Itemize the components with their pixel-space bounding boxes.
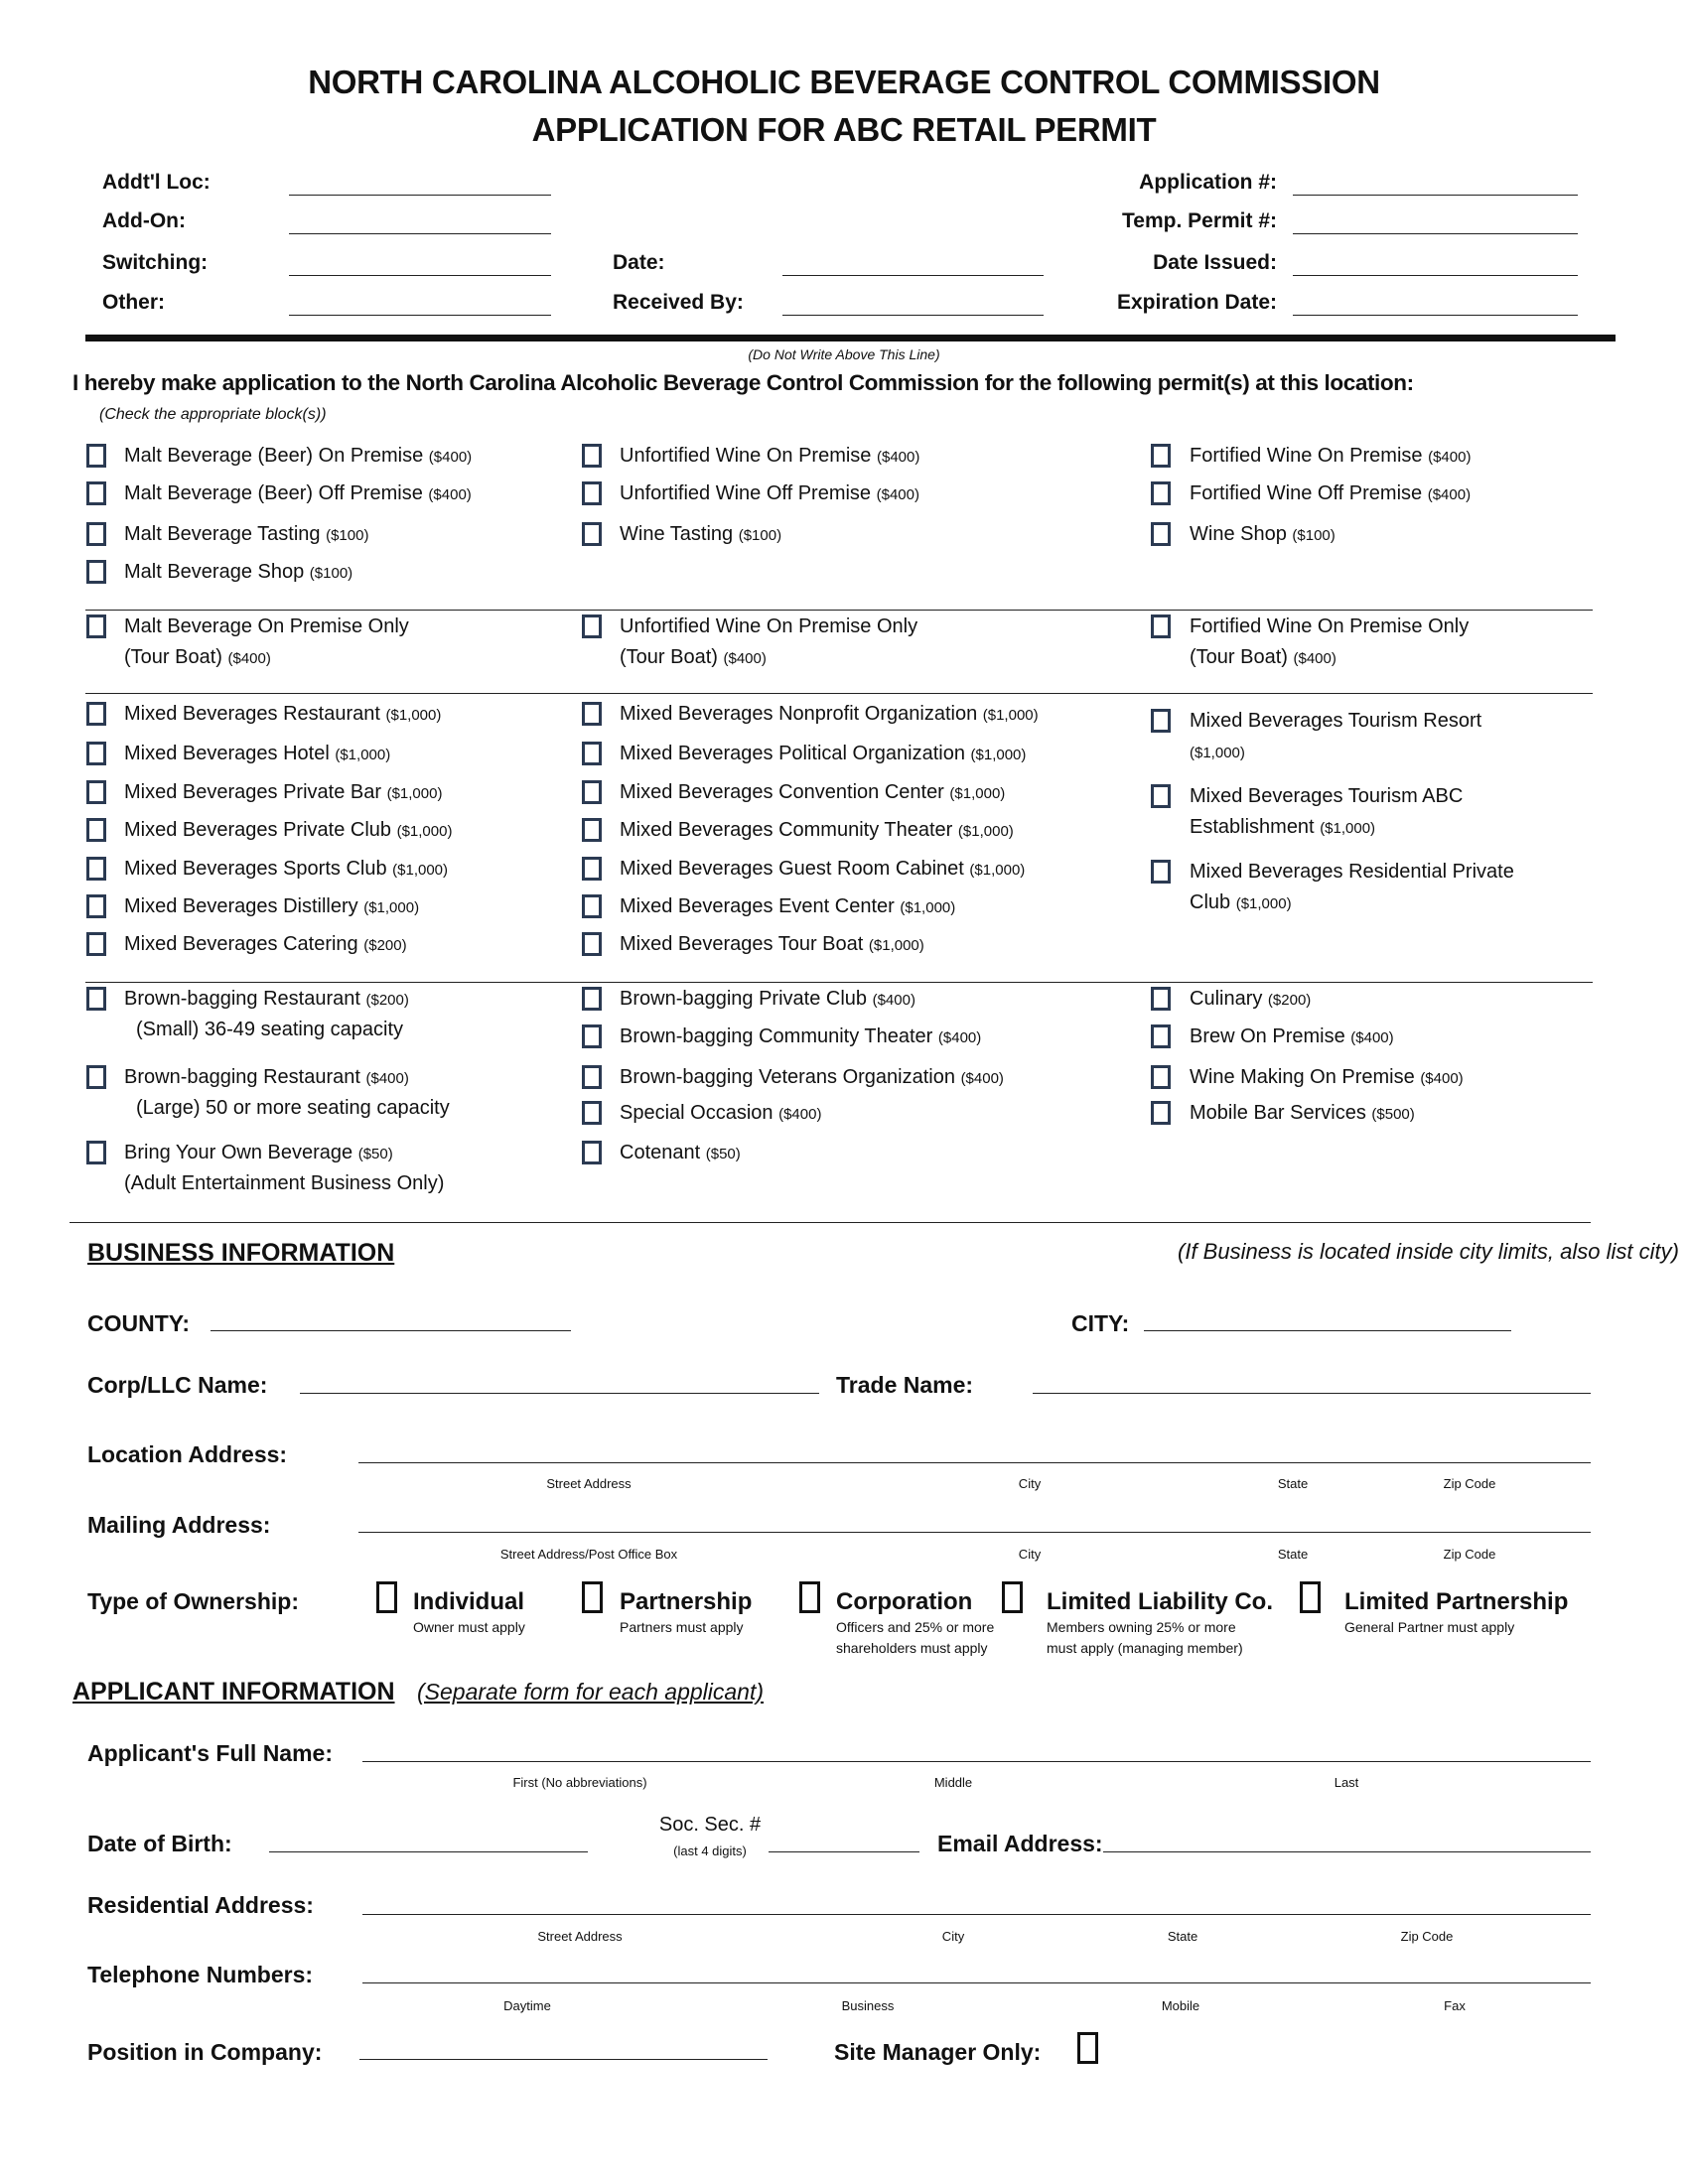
mailing-field[interactable] — [358, 1532, 1591, 1533]
email-field[interactable] — [1103, 1851, 1591, 1852]
name-sublabel: Last — [1334, 1775, 1359, 1790]
county-label: COUNTY: — [87, 1310, 191, 1336]
permit-checkbox[interactable] — [1151, 1065, 1171, 1089]
permit-fee: ($500) — [1371, 1106, 1415, 1123]
permit-fee: ($100) — [326, 527, 369, 544]
ssn-field[interactable] — [769, 1851, 919, 1852]
permit-name: Mixed Beverages Convention Center — [620, 781, 944, 803]
permit-name: Bring Your Own Beverage — [124, 1142, 353, 1163]
permit-checkbox[interactable] — [86, 1141, 106, 1164]
permit-fee: ($200) — [363, 937, 407, 954]
name-sublabel: Middle — [933, 1775, 973, 1790]
permit-label-line2 — [1190, 740, 1245, 765]
permit-checkbox[interactable] — [86, 818, 106, 842]
ownership-note: General Partner must apply — [1344, 1619, 1515, 1635]
ownership-note: Officers and 25% or more — [836, 1619, 995, 1635]
permit-name: Mixed Beverages Private Bar — [124, 781, 382, 803]
permit-name: Mobile Bar Services — [1190, 1102, 1366, 1124]
ownership-option-label: Limited Liability Co. — [1047, 1588, 1274, 1615]
permit-checkbox[interactable] — [1151, 1024, 1171, 1048]
permit-label — [124, 444, 472, 470]
ownership-note: Members owning 25% or more — [1047, 1619, 1236, 1635]
permit-checkbox[interactable] — [582, 780, 602, 804]
permit-qualifier: (Large) 50 or more seating capacity — [136, 1097, 450, 1119]
permit-label — [124, 702, 441, 728]
permit-name: Mixed Beverages Nonprofit Organization — [620, 703, 978, 725]
permit-checkbox[interactable] — [1151, 709, 1171, 733]
permit-checkbox[interactable] — [582, 1101, 602, 1125]
permit-name: Brown-bagging Restaurant — [124, 1066, 360, 1088]
permit-checkbox[interactable] — [86, 894, 106, 918]
permit-checkbox[interactable] — [582, 894, 602, 918]
permit-checkbox[interactable] — [582, 702, 602, 726]
location-sublabel: City — [1018, 1476, 1042, 1491]
permit-label-line2 — [136, 1018, 403, 1041]
corp-field[interactable] — [300, 1393, 819, 1394]
permit-name: Mixed Beverages Private Club — [124, 819, 392, 841]
permit-name: Mixed Beverages Guest Room Cabinet — [620, 858, 964, 880]
permit-fee: ($1,000) — [1190, 745, 1245, 761]
permit-fee: ($400) — [1350, 1029, 1394, 1046]
permit-label — [1190, 481, 1471, 507]
permit-fee: ($100) — [738, 527, 782, 544]
permit-label — [620, 614, 917, 638]
permit-fee: ($400) — [1428, 449, 1472, 466]
residential-field[interactable] — [362, 1914, 1591, 1915]
permit-label — [124, 857, 448, 883]
permit-name: Mixed Beverages Catering — [124, 933, 358, 955]
full-name-label: Applicant's Full Name: — [87, 1740, 334, 1766]
permit-name: Unfortified Wine On Premise — [620, 445, 872, 467]
ownership-checkbox[interactable] — [1002, 1581, 1023, 1613]
permit-checkbox[interactable] — [1151, 784, 1171, 808]
permit-fee: ($400) — [1427, 486, 1472, 503]
permit-qualifier: (Tour Boat) — [620, 646, 718, 668]
permit-label — [124, 522, 368, 548]
permit-label — [124, 894, 419, 920]
city-label: CITY: — [1071, 1310, 1130, 1336]
permit-name: Brown-bagging Private Club — [620, 988, 868, 1010]
permit-name: Wine Shop — [1190, 523, 1287, 545]
permit-label — [124, 987, 409, 1013]
permit-label — [1190, 522, 1336, 548]
location-sublabel: Zip Code — [1443, 1476, 1496, 1491]
ownership-note: must apply (managing member) — [1047, 1640, 1243, 1656]
applicant-heading: APPLICANT INFORMATION — [72, 1678, 395, 1706]
ownership-option-label: Corporation — [836, 1588, 973, 1615]
location-sublabel: Street Address — [546, 1476, 632, 1491]
permit-fee: ($1,000) — [392, 862, 449, 879]
permit-checkbox[interactable] — [1151, 614, 1171, 638]
permit-fee: ($400) — [872, 992, 915, 1009]
site-manager-checkbox[interactable] — [1077, 2032, 1098, 2064]
permit-name: Malt Beverage (Beer) On Premise — [124, 445, 424, 467]
trade-field[interactable] — [1033, 1393, 1591, 1394]
residential-sublabel: City — [941, 1929, 965, 1944]
permit-label — [1190, 709, 1481, 733]
mailing-sublabel: City — [1018, 1547, 1042, 1562]
permit-label — [620, 932, 924, 958]
permit-name: Fortified Wine Off Premise — [1190, 482, 1423, 504]
permit-qualifier: Establishment — [1190, 816, 1315, 838]
ownership-note: Partners must apply — [620, 1619, 744, 1635]
permit-checkbox[interactable] — [582, 444, 602, 468]
permit-name: Fortified Wine On Premise — [1190, 445, 1423, 467]
permit-name: Unfortified Wine Off Premise — [620, 482, 872, 504]
permit-checkbox[interactable] — [582, 987, 602, 1011]
permit-label — [1190, 614, 1469, 638]
permit-fee: ($1,000) — [957, 823, 1014, 840]
permit-checkbox[interactable] — [582, 1024, 602, 1048]
office-label: Switching: — [102, 251, 209, 274]
permit-name: Malt Beverage (Beer) Off Premise — [124, 482, 423, 504]
permit-checkbox[interactable] — [582, 857, 602, 881]
section-divider — [85, 693, 1593, 694]
ownership-note: shareholders must apply — [836, 1640, 988, 1656]
permit-fee: ($1,000) — [1320, 820, 1376, 837]
permit-label-line2 — [124, 1171, 444, 1195]
permit-name: Malt Beverage Tasting — [124, 523, 321, 545]
permit-label — [124, 614, 409, 638]
city-field[interactable] — [1144, 1330, 1511, 1331]
permit-label — [1190, 784, 1463, 808]
permit-qualifier: (Small) 36-49 seating capacity — [136, 1019, 404, 1040]
permit-checkbox[interactable] — [582, 614, 602, 638]
permit-label — [1190, 1101, 1415, 1127]
site-manager-label: Site Manager Only: — [834, 2039, 1042, 2065]
permit-label — [124, 1065, 409, 1091]
position-label: Position in Company: — [87, 2039, 323, 2065]
office-field[interactable] — [1293, 275, 1578, 276]
permit-fee: ($200) — [365, 992, 409, 1009]
office-field[interactable] — [1293, 233, 1578, 234]
permit-fee: ($200) — [1267, 992, 1312, 1009]
form-title: NORTH CAROLINA ALCOHOLIC BEVERAGE CONTROL COMMISSION — [308, 64, 1380, 100]
application-statement: I hereby make application to the North Carolina Alcoholic Beverage Control Commission for the following permit(s) at this location: — [72, 370, 1414, 395]
office-label: Date: — [613, 251, 665, 274]
permit-label — [124, 742, 390, 767]
permit-checkbox[interactable] — [86, 702, 106, 726]
permit-label — [124, 932, 407, 958]
ownership-option-label: Individual — [413, 1588, 525, 1615]
permit-checkbox[interactable] — [582, 932, 602, 956]
permit-checkbox[interactable] — [1151, 860, 1171, 884]
ownership-checkbox[interactable] — [582, 1581, 603, 1613]
permit-checkbox[interactable] — [86, 780, 106, 804]
permit-fee: ($400) — [778, 1106, 822, 1123]
phone-sublabel: Business — [841, 1998, 895, 2013]
mailing-sublabel: Street Address/Post Office Box — [499, 1547, 678, 1562]
phone-field[interactable] — [362, 1982, 1591, 1983]
permit-checkbox[interactable] — [1151, 444, 1171, 468]
permit-name: Fortified Wine On Premise Only — [1190, 615, 1470, 637]
permit-label — [620, 857, 1025, 883]
office-label: Received By: — [613, 291, 744, 314]
residential-sublabel: Street Address — [537, 1929, 623, 1944]
permit-fee: ($400) — [227, 650, 271, 667]
permit-fee: ($1,000) — [969, 862, 1026, 879]
ownership-checkbox[interactable] — [376, 1581, 397, 1613]
residential-label: Residential Address: — [87, 1892, 314, 1918]
permit-checkbox[interactable] — [1151, 481, 1171, 505]
permit-label — [620, 818, 1014, 844]
permit-fee: ($1,000) — [900, 899, 956, 916]
permit-label — [1190, 444, 1471, 470]
permit-label-line2 — [620, 645, 767, 671]
permit-fee: ($100) — [1292, 527, 1336, 544]
permit-label — [620, 522, 781, 548]
permit-label-line2 — [124, 645, 271, 671]
office-field[interactable] — [289, 195, 551, 196]
permit-fee: ($1,000) — [868, 937, 924, 954]
permit-label — [124, 1141, 393, 1166]
divider-thick — [85, 335, 1616, 341]
permit-fee: ($1,000) — [335, 747, 391, 763]
office-field[interactable] — [289, 315, 551, 316]
mailing-sublabel: State — [1277, 1547, 1309, 1562]
permit-name: Mixed Beverages Tourism ABC — [1190, 785, 1464, 807]
permit-name: Mixed Beverages Restaurant — [124, 703, 380, 725]
permit-name: Mixed Beverages Event Center — [620, 895, 895, 917]
permit-name: Mixed Beverages Sports Club — [124, 858, 387, 880]
office-label: Addt'l Loc: — [102, 171, 211, 194]
permit-label — [124, 560, 352, 586]
office-field[interactable] — [289, 233, 551, 234]
office-field[interactable] — [1293, 195, 1578, 196]
permit-checkbox[interactable] — [582, 1065, 602, 1089]
permit-checkbox[interactable] — [1151, 522, 1171, 546]
permit-fee: ($1,000) — [385, 707, 442, 724]
permit-fee: ($400) — [1420, 1070, 1464, 1087]
permit-name: Wine Tasting — [620, 523, 734, 545]
permit-name: Mixed Beverages Hotel — [124, 743, 330, 764]
permit-checkbox[interactable] — [86, 987, 106, 1011]
ssn-label: Soc. Sec. # — [658, 1814, 762, 1836]
office-label: Date Issued: — [1153, 251, 1277, 274]
permit-fee: ($400) — [876, 449, 920, 466]
permit-qualifier: Club — [1190, 891, 1231, 913]
permit-label-line2 — [1190, 645, 1336, 671]
permit-fee: ($400) — [960, 1070, 1004, 1087]
phone-sublabel: Mobile — [1161, 1998, 1200, 2013]
permit-checkbox[interactable] — [86, 522, 106, 546]
permit-qualifier: (Tour Boat) — [1190, 646, 1288, 668]
residential-sublabel: State — [1167, 1929, 1198, 1944]
trade-label: Trade Name: — [836, 1372, 974, 1398]
permit-checkbox[interactable] — [86, 1065, 106, 1089]
permit-fee: ($1,000) — [363, 899, 420, 916]
ownership-checkbox[interactable] — [799, 1581, 820, 1613]
permit-label — [124, 818, 452, 844]
permit-fee: ($400) — [428, 486, 472, 503]
location-label: Location Address: — [87, 1441, 288, 1467]
permit-name: Mixed Beverages Tour Boat — [620, 933, 864, 955]
ssn-note: (last 4 digits) — [673, 1843, 747, 1858]
permit-fee: ($400) — [876, 486, 919, 503]
permit-checkbox[interactable] — [86, 932, 106, 956]
permit-checkbox[interactable] — [86, 481, 106, 505]
permit-checkbox[interactable] — [582, 481, 602, 505]
permit-name: Special Occasion — [620, 1102, 774, 1124]
ownership-note: Owner must apply — [413, 1619, 525, 1635]
email-label: Email Address: — [937, 1831, 1103, 1856]
dob-label: Date of Birth: — [87, 1831, 232, 1856]
position-field[interactable] — [359, 2059, 768, 2060]
permit-name: Mixed Beverages Residential Private — [1190, 861, 1514, 883]
permit-checkbox[interactable] — [582, 522, 602, 546]
permit-fee: ($1,000) — [970, 747, 1027, 763]
permit-name: Brew On Premise — [1190, 1025, 1345, 1047]
permit-fee: ($1,000) — [386, 785, 443, 802]
office-field[interactable] — [782, 275, 1044, 276]
permit-name: Mixed Beverages Tourism Resort — [1190, 710, 1482, 732]
section-divider — [85, 982, 1593, 983]
permit-label — [620, 1024, 981, 1050]
permit-fee: ($1,000) — [396, 823, 453, 840]
permit-name: Malt Beverage Shop — [124, 561, 305, 583]
check-hint: (Check the appropriate block(s)) — [99, 406, 327, 423]
corp-label: Corp/LLC Name: — [87, 1372, 268, 1398]
form-subtitle: APPLICATION FOR ABC RETAIL PERMIT — [531, 111, 1157, 148]
ownership-label: Type of Ownership: — [87, 1588, 299, 1614]
permit-name: Malt Beverage On Premise Only — [124, 615, 409, 637]
county-field[interactable] — [211, 1330, 571, 1331]
permit-checkbox[interactable] — [86, 614, 106, 638]
office-label: Add-On: — [102, 209, 186, 232]
permit-fee: ($1,000) — [1235, 895, 1292, 912]
permit-name: Mixed Beverages Distillery — [124, 895, 358, 917]
permit-checkbox[interactable] — [582, 1141, 602, 1164]
permit-fee: ($400) — [428, 449, 473, 466]
permit-name: Culinary — [1190, 988, 1263, 1010]
permit-label — [1190, 860, 1514, 884]
permit-label — [620, 1101, 821, 1127]
phone-label: Telephone Numbers: — [87, 1962, 314, 1987]
permit-fee: ($400) — [1293, 650, 1336, 667]
permit-checkbox[interactable] — [86, 444, 106, 468]
permit-fee: ($400) — [723, 650, 767, 667]
do-not-write-note: (Do Not Write Above This Line) — [748, 346, 940, 362]
ownership-checkbox[interactable] — [1300, 1581, 1321, 1613]
permit-label — [620, 987, 915, 1013]
permit-label — [620, 481, 919, 507]
permit-fee: ($1,000) — [949, 785, 1006, 802]
mailing-sublabel: Zip Code — [1443, 1547, 1496, 1562]
permit-label — [1190, 987, 1311, 1013]
name-sublabel: First (No abbreviations) — [512, 1775, 647, 1790]
dob-field[interactable] — [269, 1851, 588, 1852]
permit-label-line2 — [136, 1096, 450, 1120]
permit-label — [620, 702, 1039, 728]
business-heading: BUSINESS INFORMATION — [87, 1239, 395, 1267]
section-divider — [70, 1222, 1591, 1223]
permit-name: Wine Making On Premise — [1190, 1066, 1415, 1088]
business-note: (If Business is located inside city limits, also list city) — [1178, 1239, 1679, 1264]
permit-label — [620, 1065, 1004, 1091]
permit-checkbox[interactable] — [86, 560, 106, 584]
office-label: Application #: — [1139, 171, 1277, 194]
permit-fee: ($100) — [309, 565, 353, 582]
permit-fee: ($50) — [705, 1146, 741, 1162]
permit-fee: ($1,000) — [982, 707, 1039, 724]
permit-checkbox[interactable] — [582, 742, 602, 765]
mailing-label: Mailing Address: — [87, 1512, 271, 1538]
permit-label — [620, 444, 919, 470]
permit-name: Mixed Beverages Community Theater — [620, 819, 953, 841]
permit-label — [620, 894, 955, 920]
permit-checkbox[interactable] — [1151, 1101, 1171, 1125]
permit-fee: ($400) — [365, 1070, 409, 1087]
permit-label — [620, 1141, 741, 1166]
office-label: Expiration Date: — [1116, 291, 1277, 314]
permit-label — [620, 780, 1005, 806]
permit-checkbox[interactable] — [86, 857, 106, 881]
permit-checkbox[interactable] — [582, 818, 602, 842]
applicant-heading-note: (Separate form for each applicant) — [417, 1679, 765, 1705]
permit-fee: ($50) — [357, 1146, 393, 1162]
permit-name: Brown-bagging Veterans Organization — [620, 1066, 955, 1088]
permit-name: Brown-bagging Restaurant — [124, 988, 360, 1010]
location-sublabel: State — [1277, 1476, 1309, 1491]
permit-name: Mixed Beverages Political Organization — [620, 743, 965, 764]
ownership-option-label: Limited Partnership — [1344, 1588, 1569, 1615]
permit-name: Brown-bagging Community Theater — [620, 1025, 933, 1047]
permit-label — [124, 481, 472, 507]
office-label: Temp. Permit #: — [1122, 209, 1277, 232]
permit-label — [1190, 1065, 1464, 1091]
office-field[interactable] — [289, 275, 551, 276]
location-field[interactable] — [358, 1462, 1591, 1463]
permit-label-line2 — [1190, 815, 1375, 841]
permit-label — [124, 780, 442, 806]
office-field[interactable] — [1293, 315, 1578, 316]
phone-sublabel: Fax — [1444, 1998, 1466, 2013]
permit-checkbox[interactable] — [1151, 987, 1171, 1011]
permit-qualifier: (Adult Entertainment Business Only) — [124, 1172, 445, 1194]
phone-sublabel: Daytime — [503, 1998, 551, 2013]
permit-checkbox[interactable] — [86, 742, 106, 765]
residential-sublabel: Zip Code — [1400, 1929, 1454, 1944]
permit-label — [620, 742, 1026, 767]
permit-name: Unfortified Wine On Premise Only — [620, 615, 918, 637]
permit-name: Cotenant — [620, 1142, 701, 1163]
full-name-field[interactable] — [362, 1761, 1591, 1762]
permit-label-line2 — [1190, 890, 1292, 916]
permit-qualifier: (Tour Boat) — [124, 646, 222, 668]
office-field[interactable] — [782, 315, 1044, 316]
section-divider — [85, 610, 1593, 611]
permit-fee: ($400) — [937, 1029, 982, 1046]
ownership-option-label: Partnership — [620, 1588, 753, 1615]
permit-label — [1190, 1024, 1394, 1050]
office-label: Other: — [102, 291, 165, 314]
